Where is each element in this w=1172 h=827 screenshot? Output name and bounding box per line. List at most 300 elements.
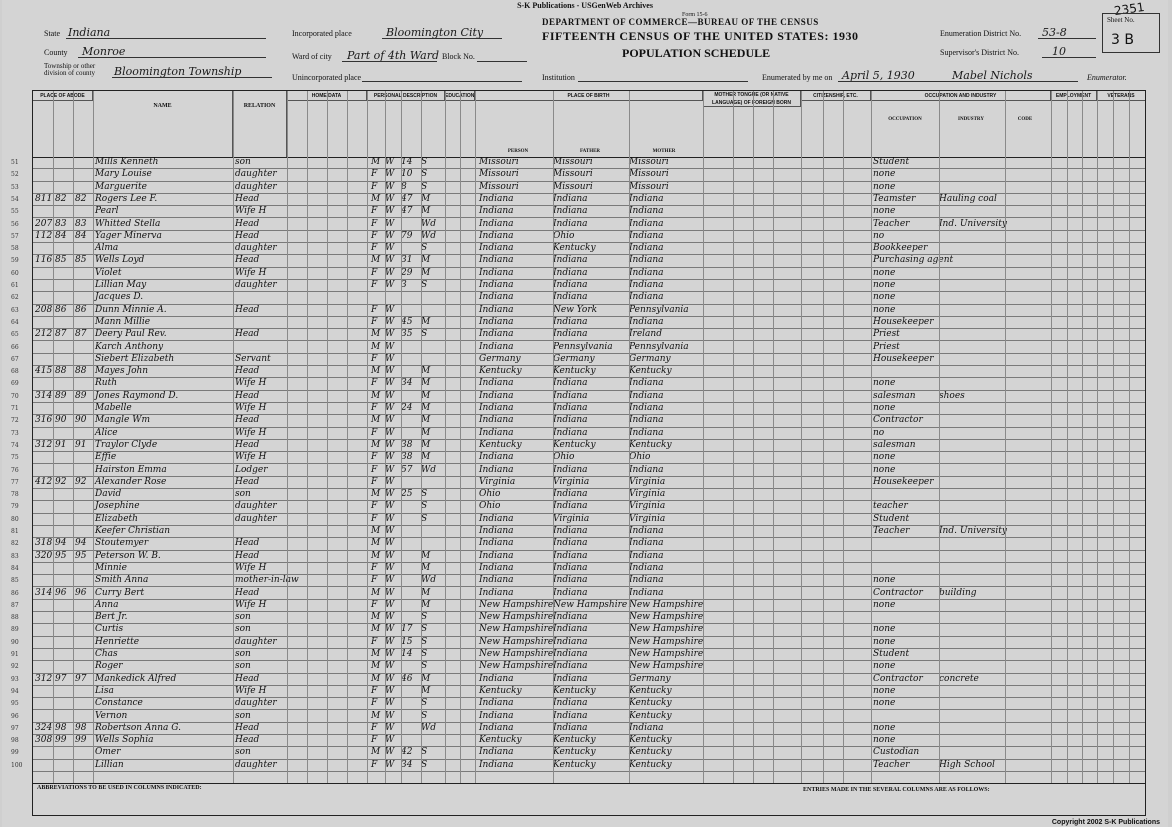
column-rule: [1005, 91, 1006, 783]
cell-race: W: [385, 230, 395, 241]
cell-name: Siebert Elizabeth: [95, 353, 175, 364]
group-name: NAME: [93, 91, 233, 157]
cell-sex: M: [371, 661, 381, 672]
cell-sex: M: [371, 673, 381, 684]
group-place-of-abode: PLACE OF ABODE: [33, 91, 93, 101]
cell-race: W: [385, 157, 395, 167]
cell-father: Kentucky: [553, 439, 596, 450]
cell-occupation: Contractor: [873, 415, 923, 426]
cell-race: W: [385, 304, 395, 315]
table-row: [11, 526, 1145, 538]
cell-age: 3: [401, 280, 407, 290]
cell-family: 92: [75, 476, 87, 487]
cell-line: 72: [11, 417, 19, 425]
cell-line: 54: [11, 195, 19, 203]
cell-age: 25: [401, 489, 413, 500]
cell-name: Minnie: [95, 562, 127, 573]
cell-race: W: [385, 661, 395, 672]
cell-father: Virginia: [553, 513, 590, 524]
cell-father: Indiana: [553, 464, 588, 475]
cell-birth: Indiana: [479, 452, 514, 463]
cell-name: Violet: [95, 267, 122, 278]
cell-street: 308: [35, 735, 53, 746]
enumerator-label: Enumerator.: [1087, 73, 1127, 82]
cell-birth: Indiana: [479, 575, 514, 586]
cell-line: 69: [11, 380, 19, 388]
cell-line: 98: [11, 737, 19, 745]
cell-birth: Indiana: [479, 329, 514, 340]
sheet-label: Sheet No.: [1107, 16, 1135, 24]
cell-father: Missouri: [553, 181, 593, 192]
cell-mother: Indiana: [629, 550, 664, 561]
cell-name: Robertson Anna G.: [95, 722, 181, 733]
cell-sex: M: [371, 747, 381, 758]
cell-relation: son: [235, 747, 251, 758]
cell-family: 87: [75, 329, 87, 340]
unincorporated-underline: [362, 81, 522, 82]
cell-father: New York: [553, 304, 598, 315]
cell-father: Indiana: [553, 673, 588, 684]
subhead-person: PERSON: [507, 149, 529, 154]
cell-marital: S: [421, 280, 428, 290]
cell-line: 95: [11, 700, 19, 708]
stamp-number: 2351: [1113, 0, 1146, 19]
cell-family: 83: [75, 218, 87, 229]
cell-sex: M: [371, 390, 381, 401]
cell-line: 62: [11, 294, 19, 302]
cell-street: 811: [35, 193, 53, 204]
table-row: [11, 230, 1145, 243]
column-rule: [801, 91, 802, 783]
cell-name: Vernon: [95, 710, 128, 721]
cell-relation: daughter: [235, 501, 277, 512]
cell-relation: Head: [235, 230, 260, 241]
table-row: [11, 292, 1145, 304]
cell-family: 94: [75, 538, 87, 549]
cell-sex: M: [371, 193, 381, 204]
cell-sex: F: [371, 722, 378, 733]
cell-relation: Head: [235, 193, 260, 204]
cell-occupation: none: [873, 624, 896, 635]
cell-occupation: none: [873, 735, 896, 746]
cell-marital: Wd: [421, 218, 437, 229]
cell-race: W: [385, 685, 395, 696]
cell-marital: S: [421, 329, 428, 340]
cell-marital: Wd: [421, 722, 437, 733]
table-row: [11, 489, 1145, 501]
table-row: [11, 575, 1145, 587]
cell-mother: Indiana: [629, 415, 664, 426]
cell-birth: Kentucky: [479, 685, 522, 696]
cell-age: 38: [401, 452, 413, 463]
cell-race: W: [385, 464, 395, 475]
cell-birth: Indiana: [479, 193, 514, 204]
block-label: Block No.: [442, 52, 475, 61]
cell-marital: S: [421, 759, 428, 770]
cell-street: 320: [35, 550, 53, 561]
cell-mother: Pennsylvania: [629, 341, 689, 352]
cell-race: W: [385, 329, 395, 340]
cell-dwelling: 97: [55, 673, 67, 684]
cell-occupation: Student: [873, 513, 910, 524]
table-row: [11, 710, 1145, 723]
cell-dwelling: 98: [55, 722, 67, 733]
cell-sex: F: [371, 476, 378, 487]
cell-occupation: none: [873, 267, 896, 278]
cell-sex: M: [371, 612, 381, 623]
cell-father: Pennsylvania: [553, 341, 613, 352]
cell-sex: M: [371, 366, 381, 377]
cell-marital: M: [421, 378, 431, 389]
cell-line: 86: [11, 589, 19, 597]
supervisor-label: Supervisor's District No.: [940, 48, 1019, 57]
cell-relation: Wife H: [235, 562, 267, 573]
cell-race: W: [385, 636, 395, 647]
cell-family: 85: [75, 255, 87, 266]
cell-family: 99: [75, 735, 87, 746]
cell-father: Virginia: [553, 476, 590, 487]
cell-sex: F: [371, 575, 378, 586]
form-number: Form 15-6: [682, 12, 708, 18]
table-row: [11, 378, 1145, 390]
cell-street: 312: [35, 673, 53, 684]
cell-street: 112: [35, 230, 53, 241]
column-rule: [385, 91, 386, 783]
cell-mother: Indiana: [629, 206, 664, 217]
cell-name: Keefer Christian: [95, 526, 171, 536]
cell-father: Kentucky: [553, 735, 596, 746]
cell-father: Indiana: [553, 612, 588, 623]
cell-name: Ruth: [95, 378, 117, 389]
cell-name: Constance: [95, 698, 143, 709]
abbreviations-title: ABBREVIATIONS TO BE USED IN COLUMNS INDICATED:: [37, 785, 202, 791]
unincorporated-label: Unincorporated place: [292, 73, 362, 82]
cell-birth: Indiana: [479, 390, 514, 401]
cell-name: Dunn Minnie A.: [95, 304, 167, 315]
cell-street: 316: [35, 415, 53, 426]
cell-sex: M: [371, 526, 381, 536]
entries-title: ENTRIES MADE IN THE SEVERAL COLUMNS ARE AS FOLLOWS:: [803, 787, 990, 793]
cell-relation: Wife H: [235, 378, 267, 389]
table-row: [11, 476, 1145, 489]
cell-line: 51: [11, 159, 19, 166]
cell-sex: F: [371, 304, 378, 315]
cell-father: Indiana: [553, 562, 588, 573]
cell-name: David: [95, 489, 122, 500]
cell-occupation: none: [873, 661, 896, 672]
cell-family: 90: [75, 415, 87, 426]
cell-age: 45: [401, 316, 413, 327]
cell-name: Lisa: [95, 685, 114, 696]
cell-marital: S: [421, 157, 428, 167]
table-row: [11, 599, 1145, 612]
cell-race: W: [385, 599, 395, 610]
census-sheet: [2, 0, 1168, 827]
cell-race: W: [385, 513, 395, 524]
cell-birth: Indiana: [479, 526, 514, 536]
cell-marital: M: [421, 366, 431, 377]
cell-relation: Head: [235, 735, 260, 746]
column-rule: [475, 91, 476, 783]
township-underline: [112, 77, 272, 78]
cell-sex: F: [371, 501, 378, 512]
cell-marital: S: [421, 747, 428, 758]
table-row: [11, 157, 1145, 169]
cell-race: W: [385, 698, 395, 709]
cell-name: Whitted Stella: [95, 218, 161, 229]
column-rule: [1082, 91, 1083, 783]
column-rule: [347, 91, 348, 783]
cell-birth: Kentucky: [479, 735, 522, 746]
cell-occupation: Teacher: [873, 526, 910, 536]
table-row: [11, 353, 1145, 366]
cell-marital: M: [421, 452, 431, 463]
cell-industry: Hauling coal: [939, 193, 997, 204]
column-rule: [93, 91, 94, 783]
cell-father: Missouri: [553, 157, 593, 167]
cell-marital: S: [421, 181, 428, 192]
cell-mother: Virginia: [629, 501, 666, 512]
cell-occupation: none: [873, 452, 896, 463]
subhead-code: CODE: [1017, 117, 1033, 122]
cell-mother: Indiana: [629, 390, 664, 401]
cell-birth: Germany: [479, 353, 521, 364]
copyright-notice: Copyright 2002 S-K Publications: [1051, 819, 1160, 826]
cell-industry: Ind. University: [939, 526, 1008, 536]
cell-occupation: none: [873, 169, 896, 180]
cell-marital: S: [421, 661, 428, 672]
cell-marital: Wd: [421, 464, 437, 475]
cell-race: W: [385, 415, 395, 426]
cell-occupation: none: [873, 636, 896, 647]
cell-family: 82: [75, 193, 87, 204]
cell-mother: Virginia: [629, 513, 666, 524]
cell-father: Indiana: [553, 538, 588, 549]
table-row: [11, 255, 1145, 267]
cell-sex: M: [371, 624, 381, 635]
cell-birth: Virginia: [479, 476, 516, 487]
cell-sex: M: [371, 439, 381, 450]
cell-mother: Indiana: [629, 243, 664, 254]
cell-line: 71: [11, 405, 19, 412]
cell-relation: son: [235, 157, 251, 167]
township-value: Bloomington Township: [114, 65, 242, 78]
cell-father: Indiana: [553, 526, 588, 536]
cell-birth: Indiana: [479, 292, 514, 303]
cell-birth: New Hampshire: [479, 599, 554, 610]
cell-birth: Indiana: [479, 378, 514, 389]
table-row: [11, 439, 1145, 452]
county-underline: [78, 57, 266, 58]
group-relation: RELATION: [233, 91, 287, 157]
cell-line: 60: [11, 269, 19, 277]
table-row: [11, 316, 1145, 329]
table-row: [11, 661, 1145, 673]
cell-marital: S: [421, 169, 428, 180]
institution-underline: [578, 81, 748, 82]
cell-mother: Indiana: [629, 193, 664, 204]
cell-father: Indiana: [553, 575, 588, 586]
cell-birth: Indiana: [479, 316, 514, 327]
cell-relation: Head: [235, 415, 260, 426]
cell-line: 99: [11, 749, 19, 757]
cell-father: Indiana: [553, 698, 588, 709]
cell-marital: S: [421, 698, 428, 709]
cell-birth: Ohio: [479, 489, 501, 500]
cell-marital: S: [421, 710, 428, 721]
cell-name: Omer: [95, 747, 121, 758]
cell-relation: Head: [235, 673, 260, 684]
cell-relation: Head: [235, 366, 260, 377]
cell-mother: Indiana: [629, 427, 664, 438]
cell-sex: F: [371, 562, 378, 573]
cell-relation: Wife H: [235, 403, 267, 413]
cell-race: W: [385, 476, 395, 487]
cell-mother: Kentucky: [629, 735, 672, 746]
cell-sex: M: [371, 538, 381, 549]
cell-line: 90: [11, 638, 19, 646]
cell-relation: Head: [235, 304, 260, 315]
enumerated-label: Enumerated by me on: [762, 73, 833, 82]
table-row: [11, 747, 1145, 759]
cell-street: 116: [35, 255, 53, 266]
cell-race: W: [385, 587, 395, 598]
cell-age: 46: [401, 673, 413, 684]
cell-race: W: [385, 489, 395, 500]
cell-sex: F: [371, 636, 378, 647]
column-rule: [233, 91, 234, 783]
cell-dwelling: 90: [55, 415, 67, 426]
cell-age: 10: [401, 169, 413, 180]
cell-father: Indiana: [553, 501, 588, 512]
cell-race: W: [385, 341, 395, 352]
ward-label: Ward of city: [292, 52, 332, 61]
cell-birth: Indiana: [479, 550, 514, 561]
cell-mother: Virginia: [629, 489, 666, 500]
cell-birth: Indiana: [479, 341, 514, 352]
cell-father: Indiana: [553, 587, 588, 598]
cell-line: 80: [11, 515, 19, 523]
cell-name: Alma: [95, 243, 119, 254]
cell-father: Indiana: [553, 710, 588, 721]
table-row: [11, 329, 1145, 341]
cell-birth: Indiana: [479, 243, 514, 254]
cell-father: Indiana: [553, 415, 588, 426]
cell-name: Smith Anna: [95, 575, 149, 586]
cell-dwelling: 91: [55, 439, 67, 450]
cell-industry: Ind. University: [939, 218, 1008, 229]
cell-name: Alice: [95, 427, 118, 438]
cell-line: 97: [11, 724, 19, 732]
cell-mother: Indiana: [629, 464, 664, 475]
cell-birth: Kentucky: [479, 439, 522, 450]
cell-industry: shoes: [939, 390, 965, 401]
cell-street: 212: [35, 329, 53, 340]
cell-occupation: none: [873, 464, 896, 475]
cell-mother: Indiana: [629, 378, 664, 389]
cell-birth: Indiana: [479, 587, 514, 598]
cell-father: Indiana: [553, 206, 588, 217]
cell-father: Kentucky: [553, 747, 596, 758]
cell-line: 59: [11, 257, 19, 265]
cell-occupation: Student: [873, 649, 910, 659]
cell-mother: Indiana: [629, 255, 664, 266]
group-citizenship: CITIZENSHIP, ETC.: [801, 91, 871, 101]
cell-marital: M: [421, 685, 431, 696]
subhead-mother: MOTHER: [652, 149, 676, 154]
cell-line: 76: [11, 466, 19, 474]
cell-line: 57: [11, 232, 19, 240]
cell-birth: Indiana: [479, 403, 514, 413]
cell-father: Indiana: [553, 378, 588, 389]
cell-age: 14: [401, 157, 413, 167]
cell-mother: Kentucky: [629, 366, 672, 377]
cell-dwelling: 96: [55, 587, 67, 598]
cell-marital: M: [421, 193, 431, 204]
table-row: [11, 722, 1145, 735]
cell-family: 95: [75, 550, 87, 561]
cell-name: Traylor Clyde: [95, 439, 158, 450]
cell-dwelling: 87: [55, 329, 67, 340]
cell-mother: Germany: [629, 673, 671, 684]
cell-sex: F: [371, 759, 378, 770]
cell-line: 65: [11, 331, 19, 339]
cell-father: Indiana: [553, 649, 588, 659]
cell-relation: daughter: [235, 513, 277, 524]
cell-father: Indiana: [553, 193, 588, 204]
cell-marital: M: [421, 255, 431, 266]
cell-sex: M: [371, 550, 381, 561]
cell-relation: Wife H: [235, 206, 267, 217]
cell-relation: son: [235, 489, 251, 500]
cell-father: Ohio: [553, 452, 575, 463]
cell-family: 96: [75, 587, 87, 598]
archive-banner: S-K Publications - USGenWeb Archives: [517, 1, 653, 10]
enumerated-date: April 5, 1930: [842, 69, 915, 82]
cell-mother: Indiana: [629, 230, 664, 241]
cell-age: 38: [401, 439, 413, 450]
cell-relation: Head: [235, 476, 260, 487]
cell-birth: Indiana: [479, 710, 514, 721]
cell-birth: Indiana: [479, 747, 514, 758]
cell-name: Jones Raymond D.: [95, 390, 179, 401]
cell-mother: Indiana: [629, 562, 664, 573]
cell-line: 84: [11, 564, 19, 572]
cell-birth: Indiana: [479, 722, 514, 733]
table-row: [11, 538, 1145, 550]
table-row: [11, 206, 1145, 218]
cell-father: Indiana: [553, 255, 588, 266]
cell-relation: Head: [235, 538, 260, 549]
cell-relation: Wife H: [235, 267, 267, 278]
table-row: [11, 169, 1145, 181]
cell-mother: Indiana: [629, 575, 664, 586]
cell-occupation: Priest: [873, 329, 900, 340]
cell-marital: M: [421, 267, 431, 278]
cell-father: Kentucky: [553, 759, 596, 770]
cell-race: W: [385, 439, 395, 450]
cell-street: 314: [35, 587, 53, 598]
cell-relation: Wife H: [235, 452, 267, 463]
cell-marital: S: [421, 636, 428, 647]
cell-occupation: no: [873, 230, 885, 241]
cell-father: New Hampshire: [553, 599, 628, 610]
cell-name: Mills Kenneth: [95, 157, 159, 167]
table-row: [11, 280, 1145, 292]
cell-line: 93: [11, 675, 19, 683]
cell-father: Kentucky: [553, 243, 596, 254]
column-rule: [1113, 91, 1114, 783]
